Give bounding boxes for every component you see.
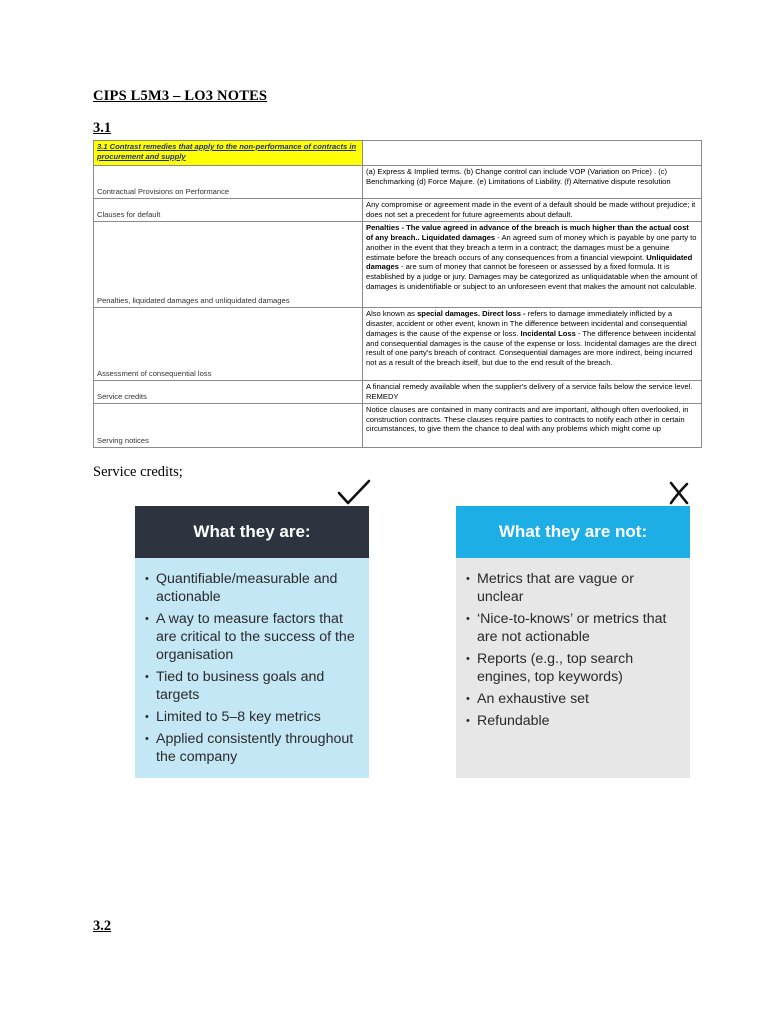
list-item: • Limited to 5–8 key metrics	[145, 708, 363, 726]
table-row	[94, 166, 702, 199]
list-item: • Applied consistently throughout the company	[145, 730, 363, 766]
document-title: CIPS L5M3 – LO3 NOTES	[93, 88, 268, 104]
row-label: Assessment of consequential loss	[94, 307, 363, 380]
service-credits-heading: Service credits;	[93, 464, 183, 480]
table-row	[94, 307, 702, 380]
list-item: • Refundable	[466, 712, 684, 730]
row-text: Any compromise or agreement made in the event of a default should be made without prejudice; it does not set a precedent for future agreements about default.	[363, 199, 702, 222]
row-label: Contractual Provisions on Performance	[94, 166, 363, 199]
unliquidated-term: Unliquidated damages	[366, 252, 693, 272]
list-item: • Metrics that are vague or unclear	[466, 570, 684, 606]
bullet-list	[466, 570, 684, 730]
incidental-loss-term: Incidental Loss	[520, 328, 576, 338]
panel-title: What they are:	[135, 506, 369, 558]
penalties-term: Penalties - The value agreed in advance of the breach is much higher than the actual cost of any breach..	[366, 222, 689, 242]
section-heading-3-2: 3.2	[93, 918, 112, 934]
row-text	[363, 307, 702, 380]
list-item: • Quantifiable/measurable and actionable	[145, 570, 363, 606]
row-label: Serving notices	[94, 403, 363, 447]
list-item: • Reports (e.g., top search engines, top keywords)	[466, 650, 684, 686]
what-they-are-panel	[135, 506, 369, 778]
section-heading-3-1: 3.1	[93, 120, 112, 136]
table-header-empty-cell	[363, 141, 702, 166]
row-text: A financial remedy available when the supplier's delivery of a service fails below the service level. REMEDY	[363, 380, 702, 403]
table-row	[94, 380, 702, 403]
special-damages-intro: Also known as	[366, 308, 418, 318]
row-text: Notice clauses are contained in many contracts and are important, although often overlooked, in construction contracts. These clauses require parties to contracts to notify each other in certain circumstances, to give them the chance to deal with any problems which might come up	[363, 403, 702, 447]
unliquidated-definition: - are sum of money that cannot be foreseen or assessed by a fixed formula. It is established by a judge or jury. Damages may be categorized as unliquidatable when the amount of damages is unidentifiable or subject to an unforeseen event that makes the amount not calculable.	[366, 262, 698, 292]
list-item: • ‘Nice-to-knows’ or metrics that are not actionable	[466, 610, 684, 646]
panel-title: What they are not:	[456, 506, 690, 558]
list-item: • An exhaustive set	[466, 690, 684, 708]
direct-loss-definition: refers to damage immediately inflicted by a disaster, accident or other event, known in The difference between incidental and consequential damages is the cause of the expense or loss.	[366, 308, 687, 338]
remedies-table	[93, 140, 702, 448]
direct-loss-term: Direct loss -	[482, 308, 526, 318]
list-item: • Tied to business goals and targets	[145, 668, 363, 704]
incidental-loss-definition: - The difference between incidental and consequential damages is the cause of the expense or loss. Incidental damages are the direct result of one party's breach of contract. Consequential damages are more indirect, being incurred not as a result of the breach itself, but due to the end result of the breach.	[366, 328, 697, 368]
table-row	[94, 199, 702, 222]
bullet-list	[145, 570, 363, 766]
liquidated-definition: - An agreed sum of money which is payable by one party to another in the event that they breach a term in a contract; the damages must be a genuine estimate before the breach occurs of any consequences from a financial viewpoint.	[366, 232, 697, 262]
table-row	[94, 221, 702, 307]
row-text: (a) Express & Implied terms. (b) Change control can include VOP (Variation on Price) . (c) Benchmarking (d) Force Majure. (e) Limitations of Liability. (f) Alternative dispute resolution	[363, 166, 702, 199]
row-label: Penalties, liquidated damages and unliquidated damages	[94, 221, 363, 307]
row-text	[363, 221, 702, 307]
table-header-cell: 3.1 Contrast remedies that apply to the non-performance of contracts in procurement and supply	[94, 141, 363, 166]
what-they-are-not-panel	[456, 506, 690, 778]
panel-body	[135, 558, 369, 778]
row-label: Clauses for default	[94, 199, 363, 222]
row-label: Service credits	[94, 380, 363, 403]
table-header-row	[94, 141, 702, 166]
liquidated-term: Liquidated damages	[421, 232, 496, 242]
table-row	[94, 403, 702, 447]
special-damages-term: special damages.	[417, 308, 480, 318]
panel-body	[456, 558, 690, 778]
list-item: • A way to measure factors that are critical to the success of the organisation	[145, 610, 363, 664]
